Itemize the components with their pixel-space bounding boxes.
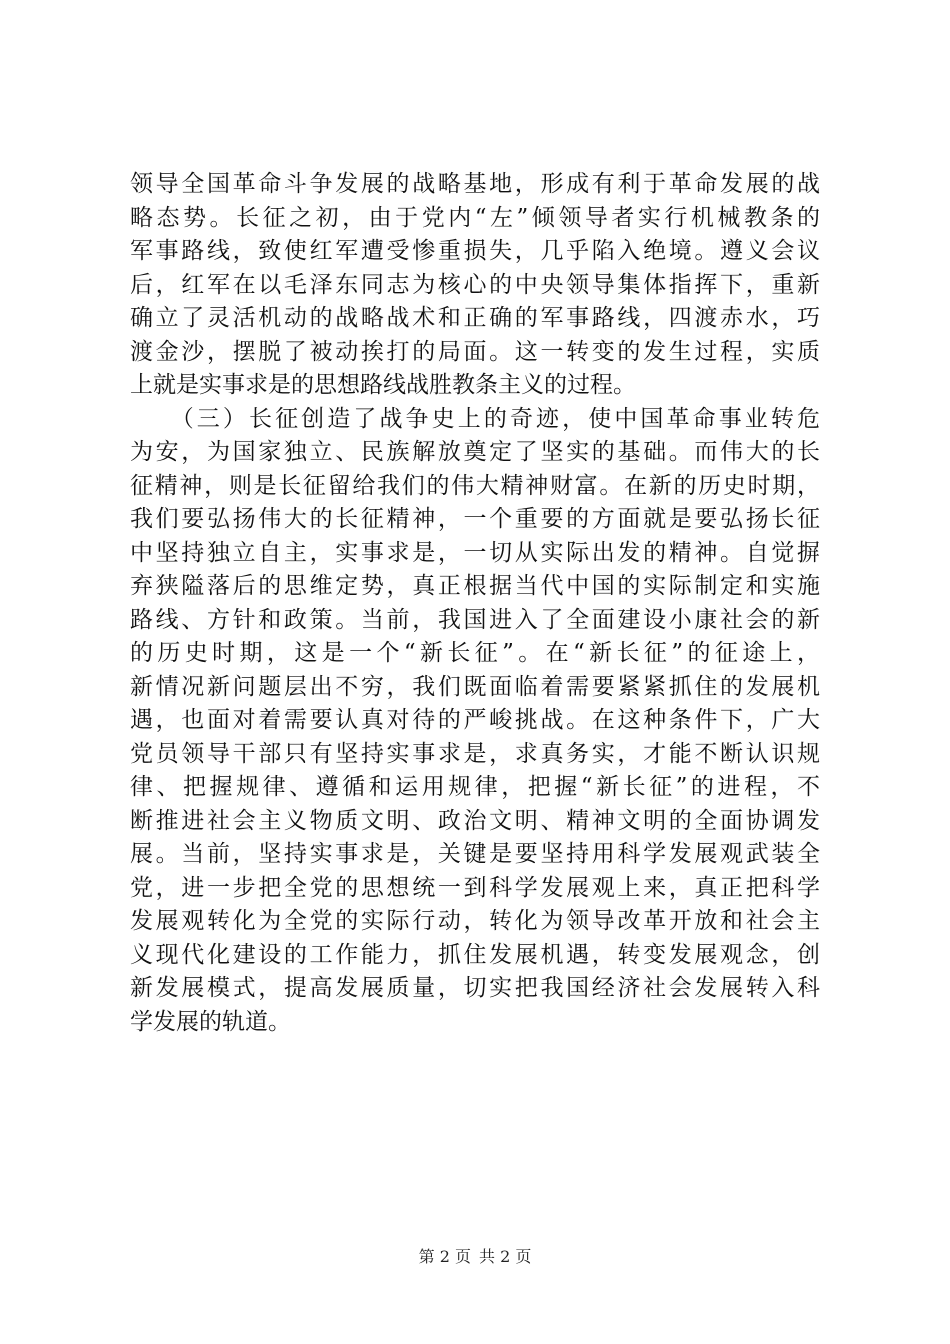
text-line: 我们要弘扬伟大的长征精神，一个重要的方面就是要弘扬长征 (130, 506, 820, 532)
page-total: 共 2 页 (479, 1247, 532, 1266)
text-line: 上就是实事求是的思想路线战胜教条主义的过程。 (130, 372, 636, 398)
text-line: 学发展的轨道。 (130, 1008, 291, 1035)
text-line: 党，进一步把全党的思想统一到科学发展观上来，真正把科学 (130, 874, 820, 901)
text-line: 弃狭隘落后的思维定势，真正根据当代中国的实际制定和实施 (130, 573, 820, 599)
text-line: 军事路线，致使红军遭受惨重损失，几乎陷入绝境。遵义会议 (130, 238, 820, 264)
text-line: 确立了灵活机动的战略战术和正确的军事路线，四渡赤水，巧 (130, 305, 820, 331)
text-line: 为安，为国家独立、民族解放奠定了坚实的基础。而伟大的长 (130, 439, 820, 465)
text-line: 略态势。长征之初，由于党内“左”倾领导者实行机械教条的 (130, 204, 820, 231)
text-line: （三）长征创造了战争史上的奇迹，使中国革命事业转危 (130, 405, 820, 432)
document-body (130, 168, 820, 1039)
text-line: 征精神，则是长征留给我们的伟大精神财富。在新的历史时期， (130, 472, 820, 499)
page-footer (0, 1244, 950, 1267)
text-line: 后，红军在以毛泽东同志为核心的中央领导集体指挥下，重新 (130, 271, 820, 298)
text-line: 的历史时期，这是一个“新长征”。在“新长征”的征途上， (130, 640, 820, 666)
text-line: 新情况新问题层出不穷，我们既面临着需要紧紧抓住的发展机 (130, 673, 820, 700)
text-line: 律、把握规律、遵循和运用规律，把握“新长征”的进程，不 (130, 774, 820, 800)
text-line: 渡金沙，摆脱了被动挨打的局面。这一转变的发生过程，实质 (130, 338, 820, 365)
text-line: 中坚持独立自主，实事求是，一切从实际出发的精神。自觉摒 (130, 539, 820, 566)
text-line: 展。当前，坚持实事求是，关键是要坚持用科学发展观武装全 (130, 841, 820, 867)
text-line: 断推进社会主义物质文明、政治文明、精神文明的全面协调发 (130, 807, 820, 834)
text-line: 路线、方针和政策。当前，我国进入了全面建设小康社会的新 (130, 606, 820, 633)
text-line: 领导全国革命斗争发展的战略基地，形成有利于革命发展的战 (130, 171, 820, 197)
text-line: 发展观转化为全党的实际行动，转化为领导改革开放和社会主 (130, 908, 820, 934)
text-line: 义现代化建设的工作能力，抓住发展机遇，转变发展观念，创 (130, 941, 820, 968)
text-line: 遇，也面对着需要认真对待的严峻挑战。在这种条件下，广大 (130, 707, 820, 733)
text-line: 新发展模式，提高发展质量，切实把我国经济社会发展转入科 (130, 975, 820, 1001)
text-line: 党员领导干部只有坚持实事求是，求真务实，才能不断认识规 (130, 740, 820, 767)
page-number: 第 2 页 (418, 1247, 471, 1266)
